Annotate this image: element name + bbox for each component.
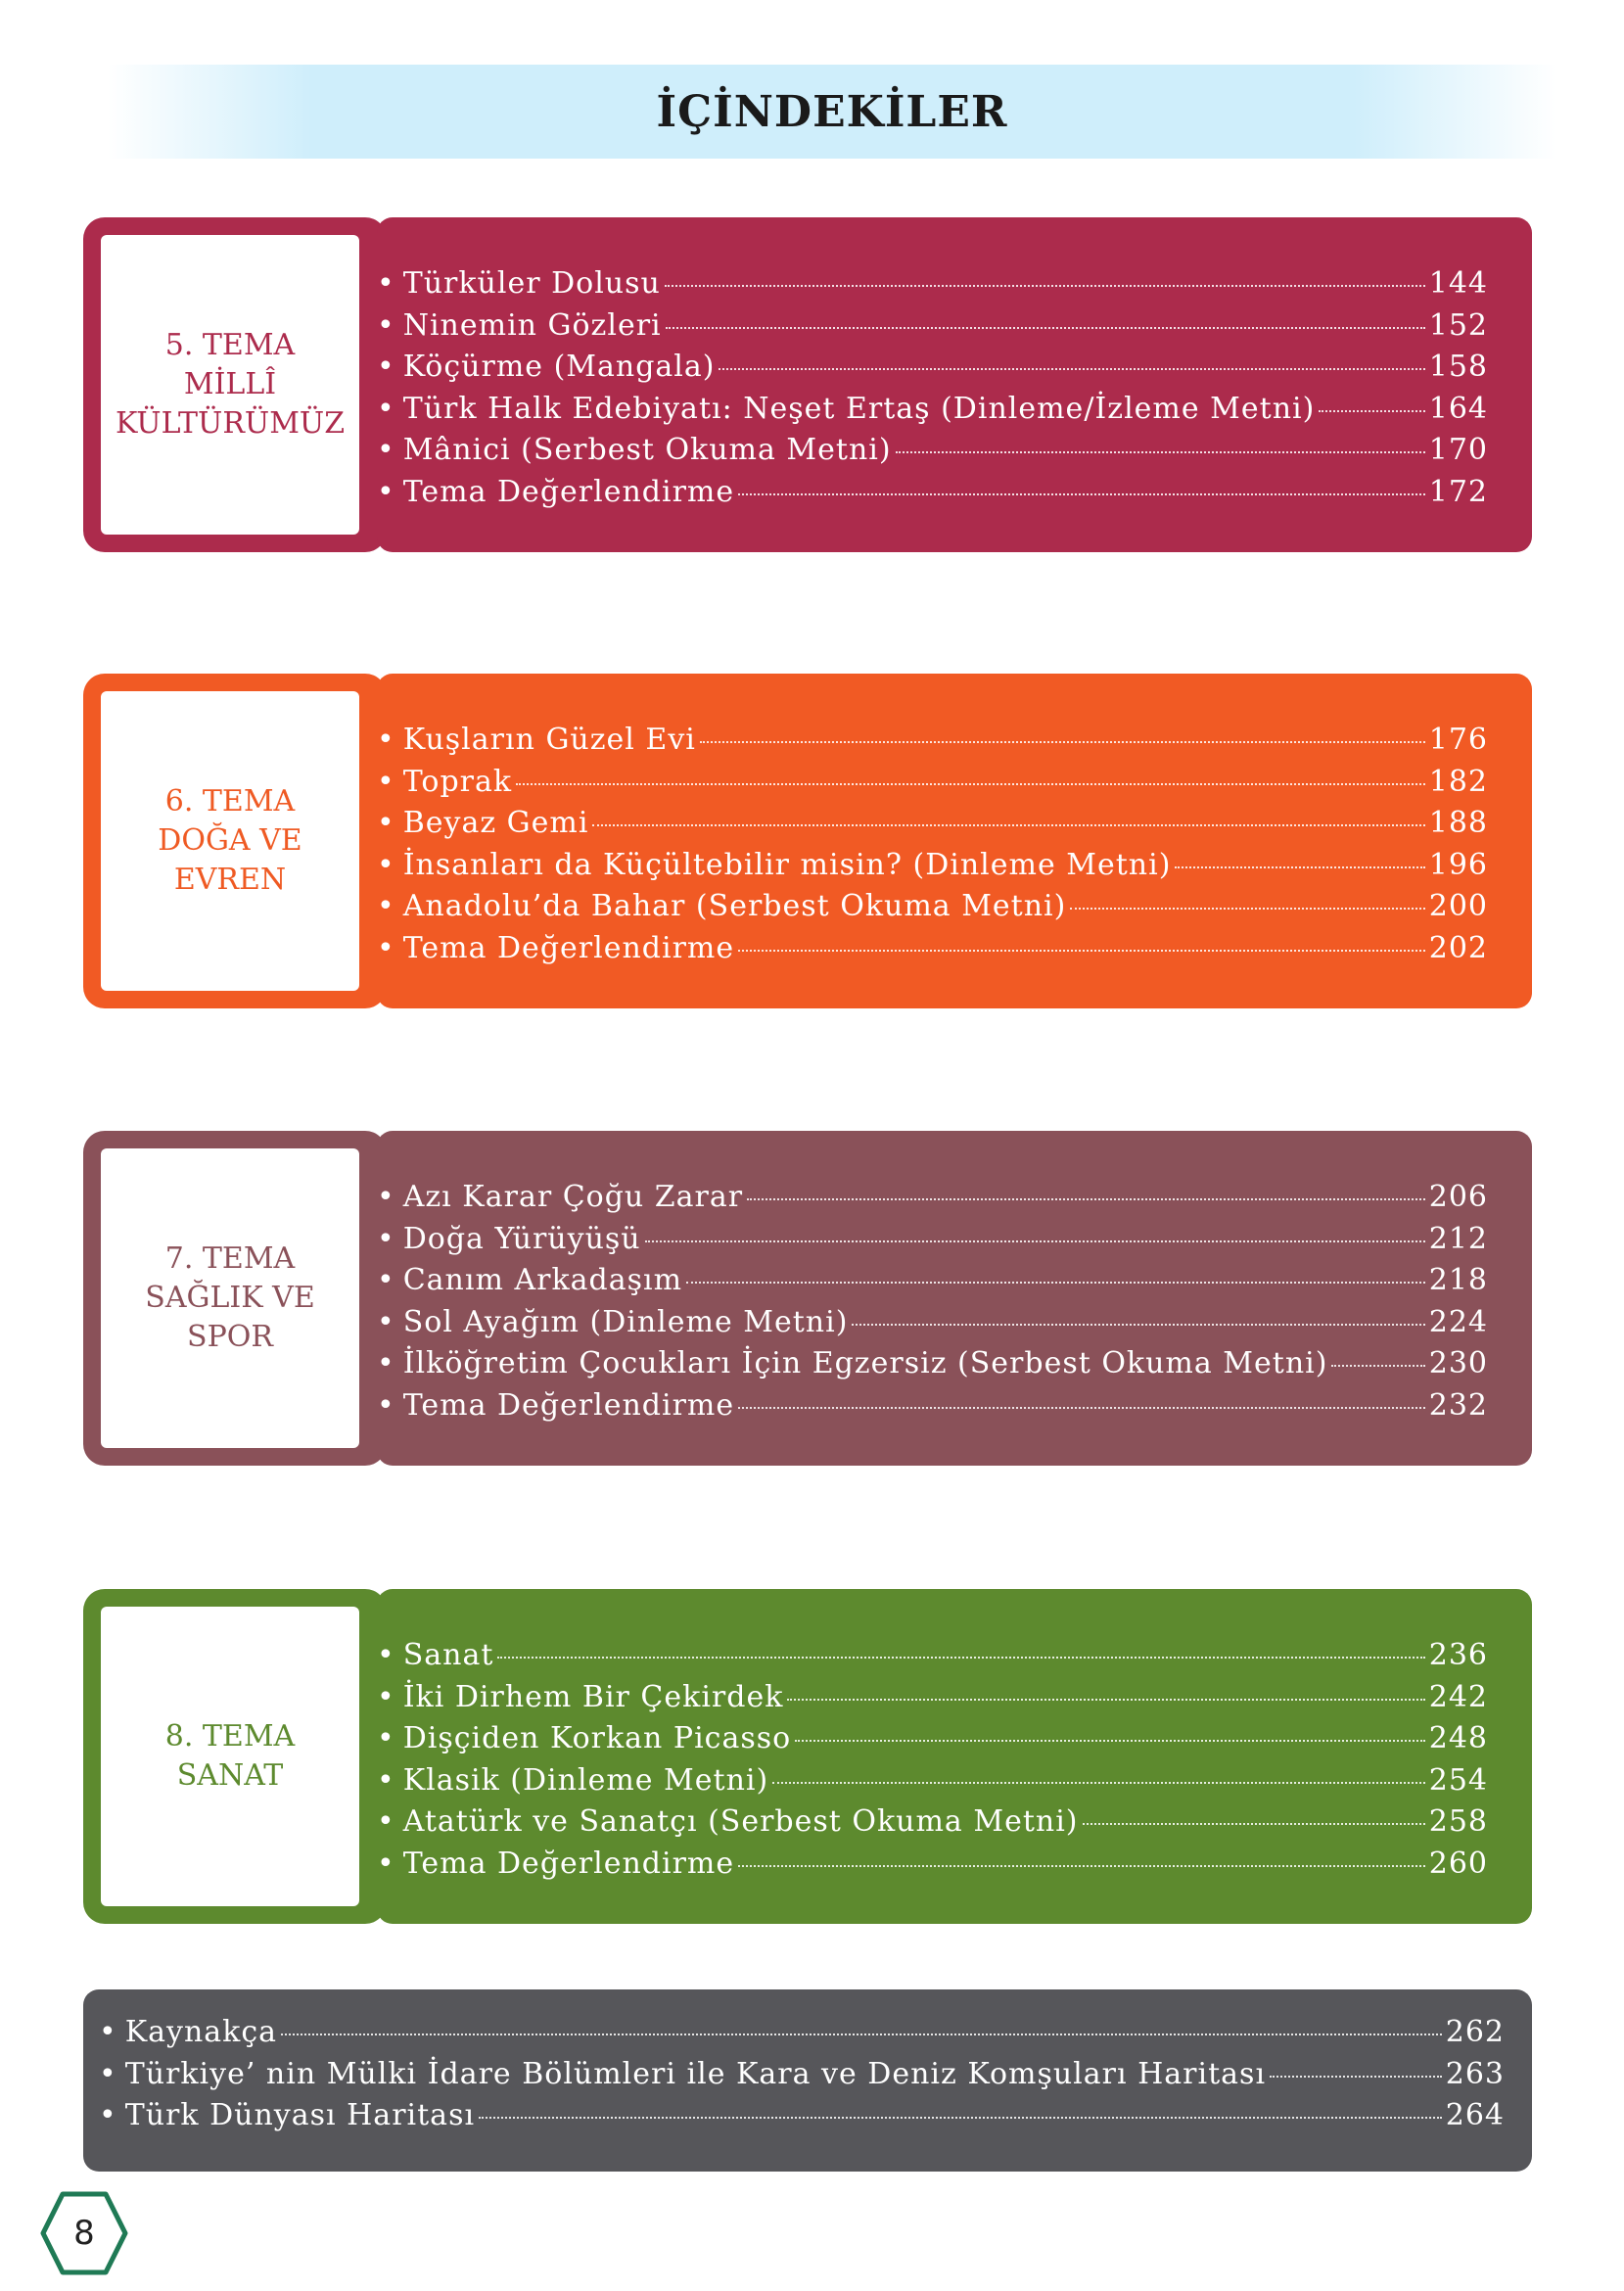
- entry-title: Tema Değerlendirme: [402, 1387, 735, 1423]
- entry-title: İki Dirhem Bir Çekirdek: [402, 1679, 784, 1714]
- theme-label: [101, 1148, 359, 1448]
- toc-entry[interactable]: [377, 1847, 1488, 1889]
- entry-title: Azı Karar Çoğu Zarar: [402, 1180, 744, 1214]
- bullet: •: [377, 391, 395, 426]
- dot-leader: [665, 285, 1425, 287]
- entry-list: [377, 1180, 1488, 1430]
- dot-leader: [1083, 1823, 1425, 1825]
- toc-entry[interactable]: [377, 1680, 1488, 1722]
- theme-label-line: 8. TEMA: [164, 1719, 296, 1753]
- toc-entry[interactable]: [377, 1222, 1488, 1264]
- dot-leader: [1270, 2076, 1442, 2078]
- bullet: •: [377, 1679, 395, 1714]
- toc-entry[interactable]: [377, 1388, 1488, 1430]
- entry-page: 200: [1428, 889, 1488, 924]
- bullet: •: [99, 2056, 117, 2091]
- entry-page: 262: [1445, 2015, 1505, 2049]
- entry-title: Anadolu’da Bahar (Serbest Okuma Metni): [402, 889, 1067, 924]
- page-title: İÇİNDEKİLER: [656, 86, 1008, 137]
- page-number-badge: [39, 2188, 129, 2278]
- theme-label-line: SAĞLIK VE SPOR: [145, 1281, 315, 1354]
- toc-entry[interactable]: [377, 1721, 1488, 1763]
- bullet: •: [377, 1804, 395, 1840]
- page-number: 8: [73, 2214, 95, 2253]
- entry-title: Ninemin Gözleri: [402, 307, 662, 343]
- dot-leader: [592, 824, 1424, 826]
- bullet: •: [377, 350, 395, 385]
- entry-list: [99, 2015, 1505, 2140]
- theme-label-line: DOĞA VE EVREN: [158, 823, 302, 897]
- entry-page: 206: [1428, 1180, 1488, 1214]
- bullet: •: [377, 930, 395, 965]
- entry-title: Türkiye’ nin Mülki İdare Bölümleri ile Kara ve Deniz Komşuları Haritası: [124, 2056, 1267, 2091]
- bullet: •: [377, 307, 395, 343]
- theme-label-line: MİLLÎ: [183, 367, 277, 401]
- theme-label: [101, 1607, 359, 1906]
- bullet: •: [377, 806, 395, 841]
- dot-leader: [1070, 908, 1424, 910]
- entry-title: İnsanları da Küçültebilir misin? (Dinleme Metni): [402, 847, 1172, 882]
- toc-entry[interactable]: [377, 475, 1488, 517]
- dot-leader: [281, 2034, 1442, 2035]
- entry-page: 172: [1428, 474, 1488, 509]
- title-band: [108, 65, 1556, 159]
- entry-page: 264: [1445, 2098, 1505, 2133]
- entry-title: Sol Ayağım (Dinleme Metni): [402, 1304, 849, 1339]
- theme-label-line: 6. TEMA: [164, 784, 296, 818]
- toc-entry[interactable]: [377, 931, 1488, 973]
- bullet: •: [99, 2015, 117, 2049]
- entry-page: 212: [1428, 1221, 1488, 1256]
- entry-page: 260: [1428, 1846, 1488, 1881]
- bullet: •: [99, 2098, 117, 2133]
- entry-page: 164: [1428, 391, 1488, 426]
- entry-list: [377, 1638, 1488, 1889]
- dot-leader: [852, 1324, 1424, 1326]
- toc-entry[interactable]: [377, 1263, 1488, 1305]
- bullet: •: [377, 764, 395, 799]
- entry-title: Tema Değerlendirme: [402, 930, 735, 965]
- toc-entry[interactable]: [99, 2057, 1505, 2099]
- bullet: •: [377, 1762, 395, 1798]
- dot-leader: [896, 451, 1425, 453]
- theme-label: [101, 235, 359, 535]
- bullet: •: [377, 847, 395, 882]
- theme-label-line: 7. TEMA: [164, 1241, 296, 1276]
- dot-leader: [738, 950, 1425, 952]
- entry-page: 236: [1428, 1638, 1488, 1672]
- toc-entry[interactable]: [377, 1180, 1488, 1222]
- entry-title: Köçürme (Mangala): [402, 350, 716, 385]
- dot-leader: [497, 1657, 1424, 1659]
- entry-page: 196: [1428, 847, 1488, 882]
- dot-leader: [795, 1740, 1425, 1742]
- theme-section-7: [83, 1131, 1532, 1466]
- entry-title: Dişçiden Korkan Picasso: [402, 1721, 792, 1756]
- entry-page: 218: [1428, 1263, 1488, 1298]
- toc-entry[interactable]: [377, 723, 1488, 765]
- entry-page: 202: [1428, 930, 1488, 965]
- dot-leader: [686, 1282, 1425, 1284]
- dot-leader: [479, 2117, 1442, 2119]
- toc-entry[interactable]: [377, 1638, 1488, 1680]
- entry-page: 230: [1428, 1346, 1488, 1381]
- bullet: •: [377, 1638, 395, 1672]
- toc-entry[interactable]: [377, 350, 1488, 392]
- entry-page: 182: [1428, 764, 1488, 799]
- theme-label-line: SANAT: [176, 1758, 284, 1793]
- entry-page: 232: [1428, 1387, 1488, 1423]
- bullet: •: [377, 1263, 395, 1298]
- entry-page: 188: [1428, 806, 1488, 841]
- entry-title: Türküler Dolusu: [402, 266, 661, 301]
- bullet: •: [377, 723, 395, 757]
- theme-section-5: [83, 217, 1532, 552]
- dot-leader: [700, 741, 1425, 743]
- entry-title: Mânici (Serbest Okuma Metni): [402, 433, 892, 468]
- entry-page: 242: [1428, 1679, 1488, 1714]
- entry-title: Tema Değerlendirme: [402, 1846, 735, 1881]
- entry-list: [377, 266, 1488, 517]
- dot-leader: [516, 783, 1425, 785]
- toc-entry[interactable]: [377, 1305, 1488, 1347]
- entry-page: 263: [1445, 2056, 1505, 2091]
- bullet: •: [377, 1387, 395, 1423]
- bullet: •: [377, 474, 395, 509]
- entry-title: Doğa Yürüyüşü: [402, 1221, 641, 1256]
- entry-title: Kuşların Güzel Evi: [402, 723, 696, 757]
- dot-leader: [1331, 1365, 1424, 1367]
- bullet: •: [377, 889, 395, 924]
- entry-page: 176: [1428, 723, 1488, 757]
- bullet: •: [377, 266, 395, 301]
- dot-leader: [738, 1407, 1425, 1409]
- bullet: •: [377, 1304, 395, 1339]
- dot-leader: [772, 1782, 1425, 1784]
- entry-page: 152: [1428, 307, 1488, 343]
- toc-entry[interactable]: [377, 266, 1488, 308]
- dot-leader: [1175, 866, 1424, 868]
- entry-title: İlköğretim Çocukları İçin Egzersiz (Serbest Okuma Metni): [402, 1346, 1328, 1381]
- toc-entry[interactable]: [99, 2015, 1505, 2057]
- entry-title: Canım Arkadaşım: [402, 1263, 683, 1298]
- bullet: •: [377, 1721, 395, 1756]
- toc-entry[interactable]: [377, 889, 1488, 931]
- toc-entry[interactable]: [377, 308, 1488, 351]
- dot-leader: [1319, 410, 1424, 412]
- entry-page: 224: [1428, 1304, 1488, 1339]
- bullet: •: [377, 1221, 395, 1256]
- theme-label-line: 5. TEMA: [164, 328, 296, 362]
- entry-title: Beyaz Gemi: [402, 806, 589, 841]
- toc-entry[interactable]: [377, 1763, 1488, 1805]
- theme-label: [101, 691, 359, 991]
- dot-leader: [645, 1240, 1425, 1242]
- entry-title: Kaynakça: [124, 2015, 278, 2049]
- entry-list: [377, 723, 1488, 973]
- entry-title: Türk Halk Edebiyatı: Neşet Ertaş (Dinleme/İzleme Metni): [402, 391, 1316, 426]
- toc-entry[interactable]: [377, 392, 1488, 434]
- bullet: •: [377, 1346, 395, 1381]
- bullet: •: [377, 1180, 395, 1214]
- theme-label-line: KÜLTÜRÜMÜZ: [115, 406, 346, 441]
- toc-entry[interactable]: [377, 1804, 1488, 1847]
- toc-entry[interactable]: [377, 433, 1488, 475]
- dot-leader: [787, 1699, 1424, 1701]
- toc-entry[interactable]: [377, 848, 1488, 890]
- toc-entry[interactable]: [377, 806, 1488, 848]
- dot-leader: [738, 1865, 1425, 1867]
- entry-title: Tema Değerlendirme: [402, 474, 735, 509]
- entry-page: 254: [1428, 1762, 1488, 1798]
- entry-title: Klasik (Dinleme Metni): [402, 1762, 769, 1798]
- theme-section-8: [83, 1589, 1532, 1924]
- toc-entry[interactable]: [377, 765, 1488, 807]
- entry-title: Türk Dünyası Haritası: [124, 2098, 476, 2133]
- references-panel: [83, 1989, 1532, 2172]
- theme-section-6: [83, 674, 1532, 1008]
- entry-title: Toprak: [402, 764, 513, 799]
- dot-leader: [666, 327, 1425, 329]
- toc-entry[interactable]: [99, 2098, 1505, 2140]
- entry-title: Sanat: [402, 1638, 494, 1672]
- dot-leader: [747, 1198, 1425, 1200]
- bullet: •: [377, 1846, 395, 1881]
- entry-page: 170: [1428, 433, 1488, 468]
- bullet: •: [377, 433, 395, 468]
- entry-page: 258: [1428, 1804, 1488, 1840]
- entry-page: 248: [1428, 1721, 1488, 1756]
- entry-page: 144: [1428, 266, 1488, 301]
- dot-leader: [738, 493, 1425, 495]
- dot-leader: [719, 368, 1424, 370]
- toc-entry[interactable]: [377, 1346, 1488, 1388]
- entry-title: Atatürk ve Sanatçı (Serbest Okuma Metni): [402, 1804, 1079, 1840]
- entry-page: 158: [1428, 350, 1488, 385]
